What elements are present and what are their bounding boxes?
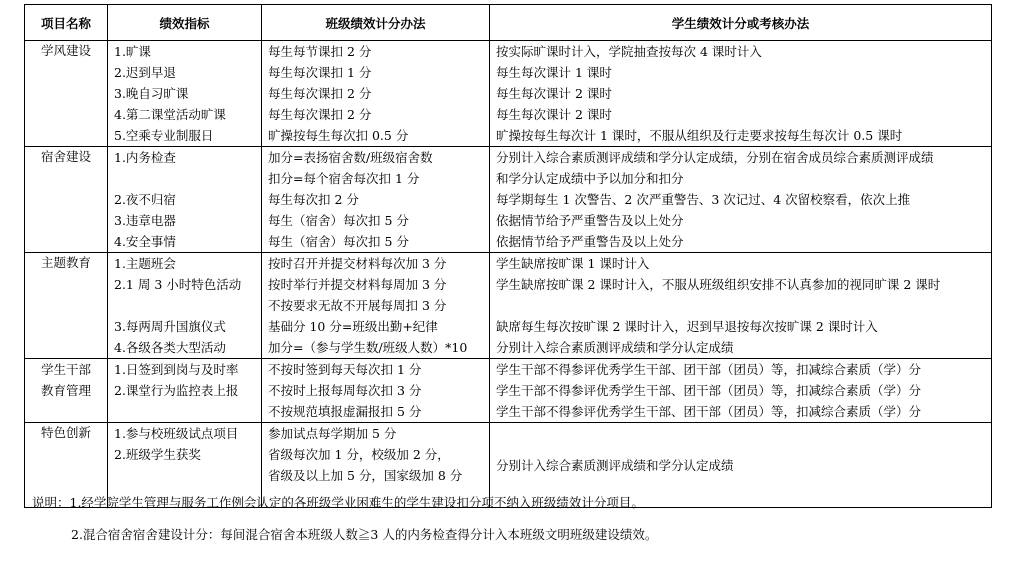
header-indicator: 绩效指标: [108, 5, 262, 41]
indicator-line: 2.班级学生获奖: [114, 447, 201, 462]
class-method-line: 参加试点每学期加 5 分: [268, 426, 397, 441]
indicator-line: 1.参与校班级试点项目: [114, 426, 239, 441]
student-method-line: 学生缺席按旷课 2 课时计入，不服从班级组织安排不认真参加的视同旷课 2 课时: [496, 277, 941, 292]
spacer: [114, 295, 255, 316]
indicator-line: 5.空乘专业制服日: [114, 128, 214, 143]
class-method-line: 每生每次课扣 2 分: [268, 86, 372, 101]
indicator-line: 3.违章电器: [114, 213, 176, 228]
indicator-cell: [108, 253, 262, 359]
indicator-line: 1.日签到到岗与及时率: [114, 362, 239, 377]
student-method-line: 学生干部不得参评优秀学生干部、团干部（团员）等，扣减综合素质（学）分: [496, 362, 922, 377]
section-theme-education: [25, 253, 992, 359]
class-method-cell: [262, 147, 490, 253]
class-method-cell: [262, 253, 490, 359]
header-row: [25, 5, 992, 41]
student-method-line: 学生干部不得参评优秀学生干部、团干部（团员）等，扣减综合素质（学）分: [496, 383, 922, 398]
performance-table: [24, 4, 992, 508]
student-method-line: 旷操按每生每次计 1 课时，不服从组织及行走要求按每生每次计 0.5 课时: [496, 128, 903, 143]
class-method-cell: [262, 41, 490, 147]
class-method-line: 不按时上报每周每次扣 3 分: [268, 383, 422, 398]
student-method-line: 缺席每生每次按旷课 2 课时计入，迟到早退按每次按旷课 2 课时计入: [496, 319, 878, 334]
class-method-line: 按时举行并提交材料每周加 3 分: [268, 277, 447, 292]
class-method-line: 加分=表扬宿舍数/班级宿舍数: [268, 150, 433, 165]
spacer: [114, 465, 255, 486]
student-method-line: 每学期每生 1 次警告、2 次严重警告、3 次记过、4 次留校察看，依次上推: [496, 192, 911, 207]
class-method-line: 每生每节课扣 2 分: [268, 44, 372, 59]
section-name: 主题教育: [25, 253, 108, 359]
spacer: [114, 401, 255, 422]
spacer: [496, 295, 985, 316]
class-method-line: 不按规范填报虚漏报扣 5 分: [268, 404, 422, 419]
indicator-line: 4.第二课堂活动旷课: [114, 107, 226, 122]
class-method-line: 每生每次课扣 2 分: [268, 107, 372, 122]
class-method-line: 不按时签到每天每次扣 1 分: [268, 362, 422, 377]
section-name: 宿舍建设: [25, 147, 108, 253]
class-method-line: 不按要求无故不开展每周扣 3 分: [268, 298, 447, 313]
student-method-line: 依据情节给予严重警告及以上处分: [496, 213, 684, 228]
student-method-line: 学生干部不得参评优秀学生干部、团干部（团员）等，扣减综合素质（学）分: [496, 404, 922, 419]
class-method-line: 按时召开并提交材料每次加 3 分: [268, 256, 447, 271]
class-method-line: 省级每次加 1 分，校级加 2 分，: [268, 447, 450, 462]
indicator-line: 2.夜不归宿: [114, 192, 176, 207]
student-method-line: 每生每次课计 2 课时: [496, 107, 612, 122]
class-method-cell: [262, 359, 490, 423]
student-method-line: 和学分认定成绩中予以加分和扣分: [496, 171, 684, 186]
indicator-line: 2.课堂行为监控表上报: [114, 383, 239, 398]
student-method-line: 分别计入综合素质测评成绩和学分认定成绩，分别在宿舍成员综合素质测评成绩: [496, 150, 934, 165]
class-method-line: 旷操按每生每次扣 0.5 分: [268, 128, 409, 143]
class-method-line: 基础分 10 分=班级出勤+纪律: [268, 319, 438, 334]
indicator-line: 1.内务检查: [114, 150, 176, 165]
class-method-line: 每生每次扣 2 分: [268, 192, 359, 207]
student-method-line: 学生缺席按旷课 1 课时计入: [496, 256, 650, 271]
student-method-cell: [490, 147, 992, 253]
spacer: [114, 168, 255, 189]
indicator-line: 2.迟到早退: [114, 65, 176, 80]
indicator-line: 1.主题班会: [114, 256, 176, 271]
note-1: 说明：1.经学院学生管理与服务工作例会认定的各班级学业困难生的学生建设扣分项不纳入班级绩效计分项目。: [32, 495, 644, 510]
class-method-line: 每生（宿舍）每次扣 5 分: [268, 234, 409, 249]
note-2: 2.混合宿舍宿舍建设计分：每间混合宿舍本班级人数≧3 人的内务检查得分计入本班级文明班级建设绩效。: [71, 527, 658, 542]
class-method-line: 省级及以上加 5 分，国家级加 8 分: [268, 468, 463, 483]
class-method-line: 加分=（参与学生数/班级人数）*10: [268, 340, 468, 355]
student-method-cell: [490, 253, 992, 359]
header-item: 项目名称: [25, 5, 108, 41]
class-method-line: 每生（宿舍）每次扣 5 分: [268, 213, 409, 228]
section-study-style: [25, 41, 992, 147]
student-method-cell: [490, 359, 992, 423]
indicator-line: 4.安全事情: [114, 234, 176, 249]
section-name: 特色创新: [25, 423, 108, 508]
indicator-line: 3.晚自习旷课: [114, 86, 189, 101]
student-method-line: 依据情节给予严重警告及以上处分: [496, 234, 684, 249]
section-student-cadre: [25, 359, 992, 423]
indicator-line: 1.旷课: [114, 44, 151, 59]
student-method-line: 分别计入综合素质测评成绩和学分认定成绩: [496, 340, 734, 355]
indicator-cell: [108, 41, 262, 147]
header-class-method: 班级绩效计分办法: [262, 5, 490, 41]
indicator-line: 4.各级各类大型活动: [114, 340, 226, 355]
class-method-line: 扣分=每个宿舍每次扣 1 分: [268, 171, 420, 186]
indicator-cell: [108, 359, 262, 423]
student-method-line: 分别计入综合素质测评成绩和学分认定成绩: [496, 457, 734, 473]
class-method-line: 每生每次课扣 1 分: [268, 65, 372, 80]
student-method-cell: [490, 41, 992, 147]
indicator-cell: [108, 147, 262, 253]
header-student-method: 学生绩效计分或考核办法: [490, 5, 992, 41]
student-method-line: 按实际旷课时计入，学院抽查按每次 4 课时计入: [496, 44, 762, 59]
indicator-line: 3.每两周升国旗仪式: [114, 319, 226, 334]
student-method-line: 每生每次课计 2 课时: [496, 86, 612, 101]
section-name: 学生干部 教育管理: [25, 359, 108, 423]
section-name: 学风建设: [25, 41, 108, 147]
indicator-line: 2.1 周 3 小时特色活动: [114, 277, 242, 292]
student-method-line: 每生每次课计 1 课时: [496, 65, 612, 80]
section-dorm: [25, 147, 992, 253]
